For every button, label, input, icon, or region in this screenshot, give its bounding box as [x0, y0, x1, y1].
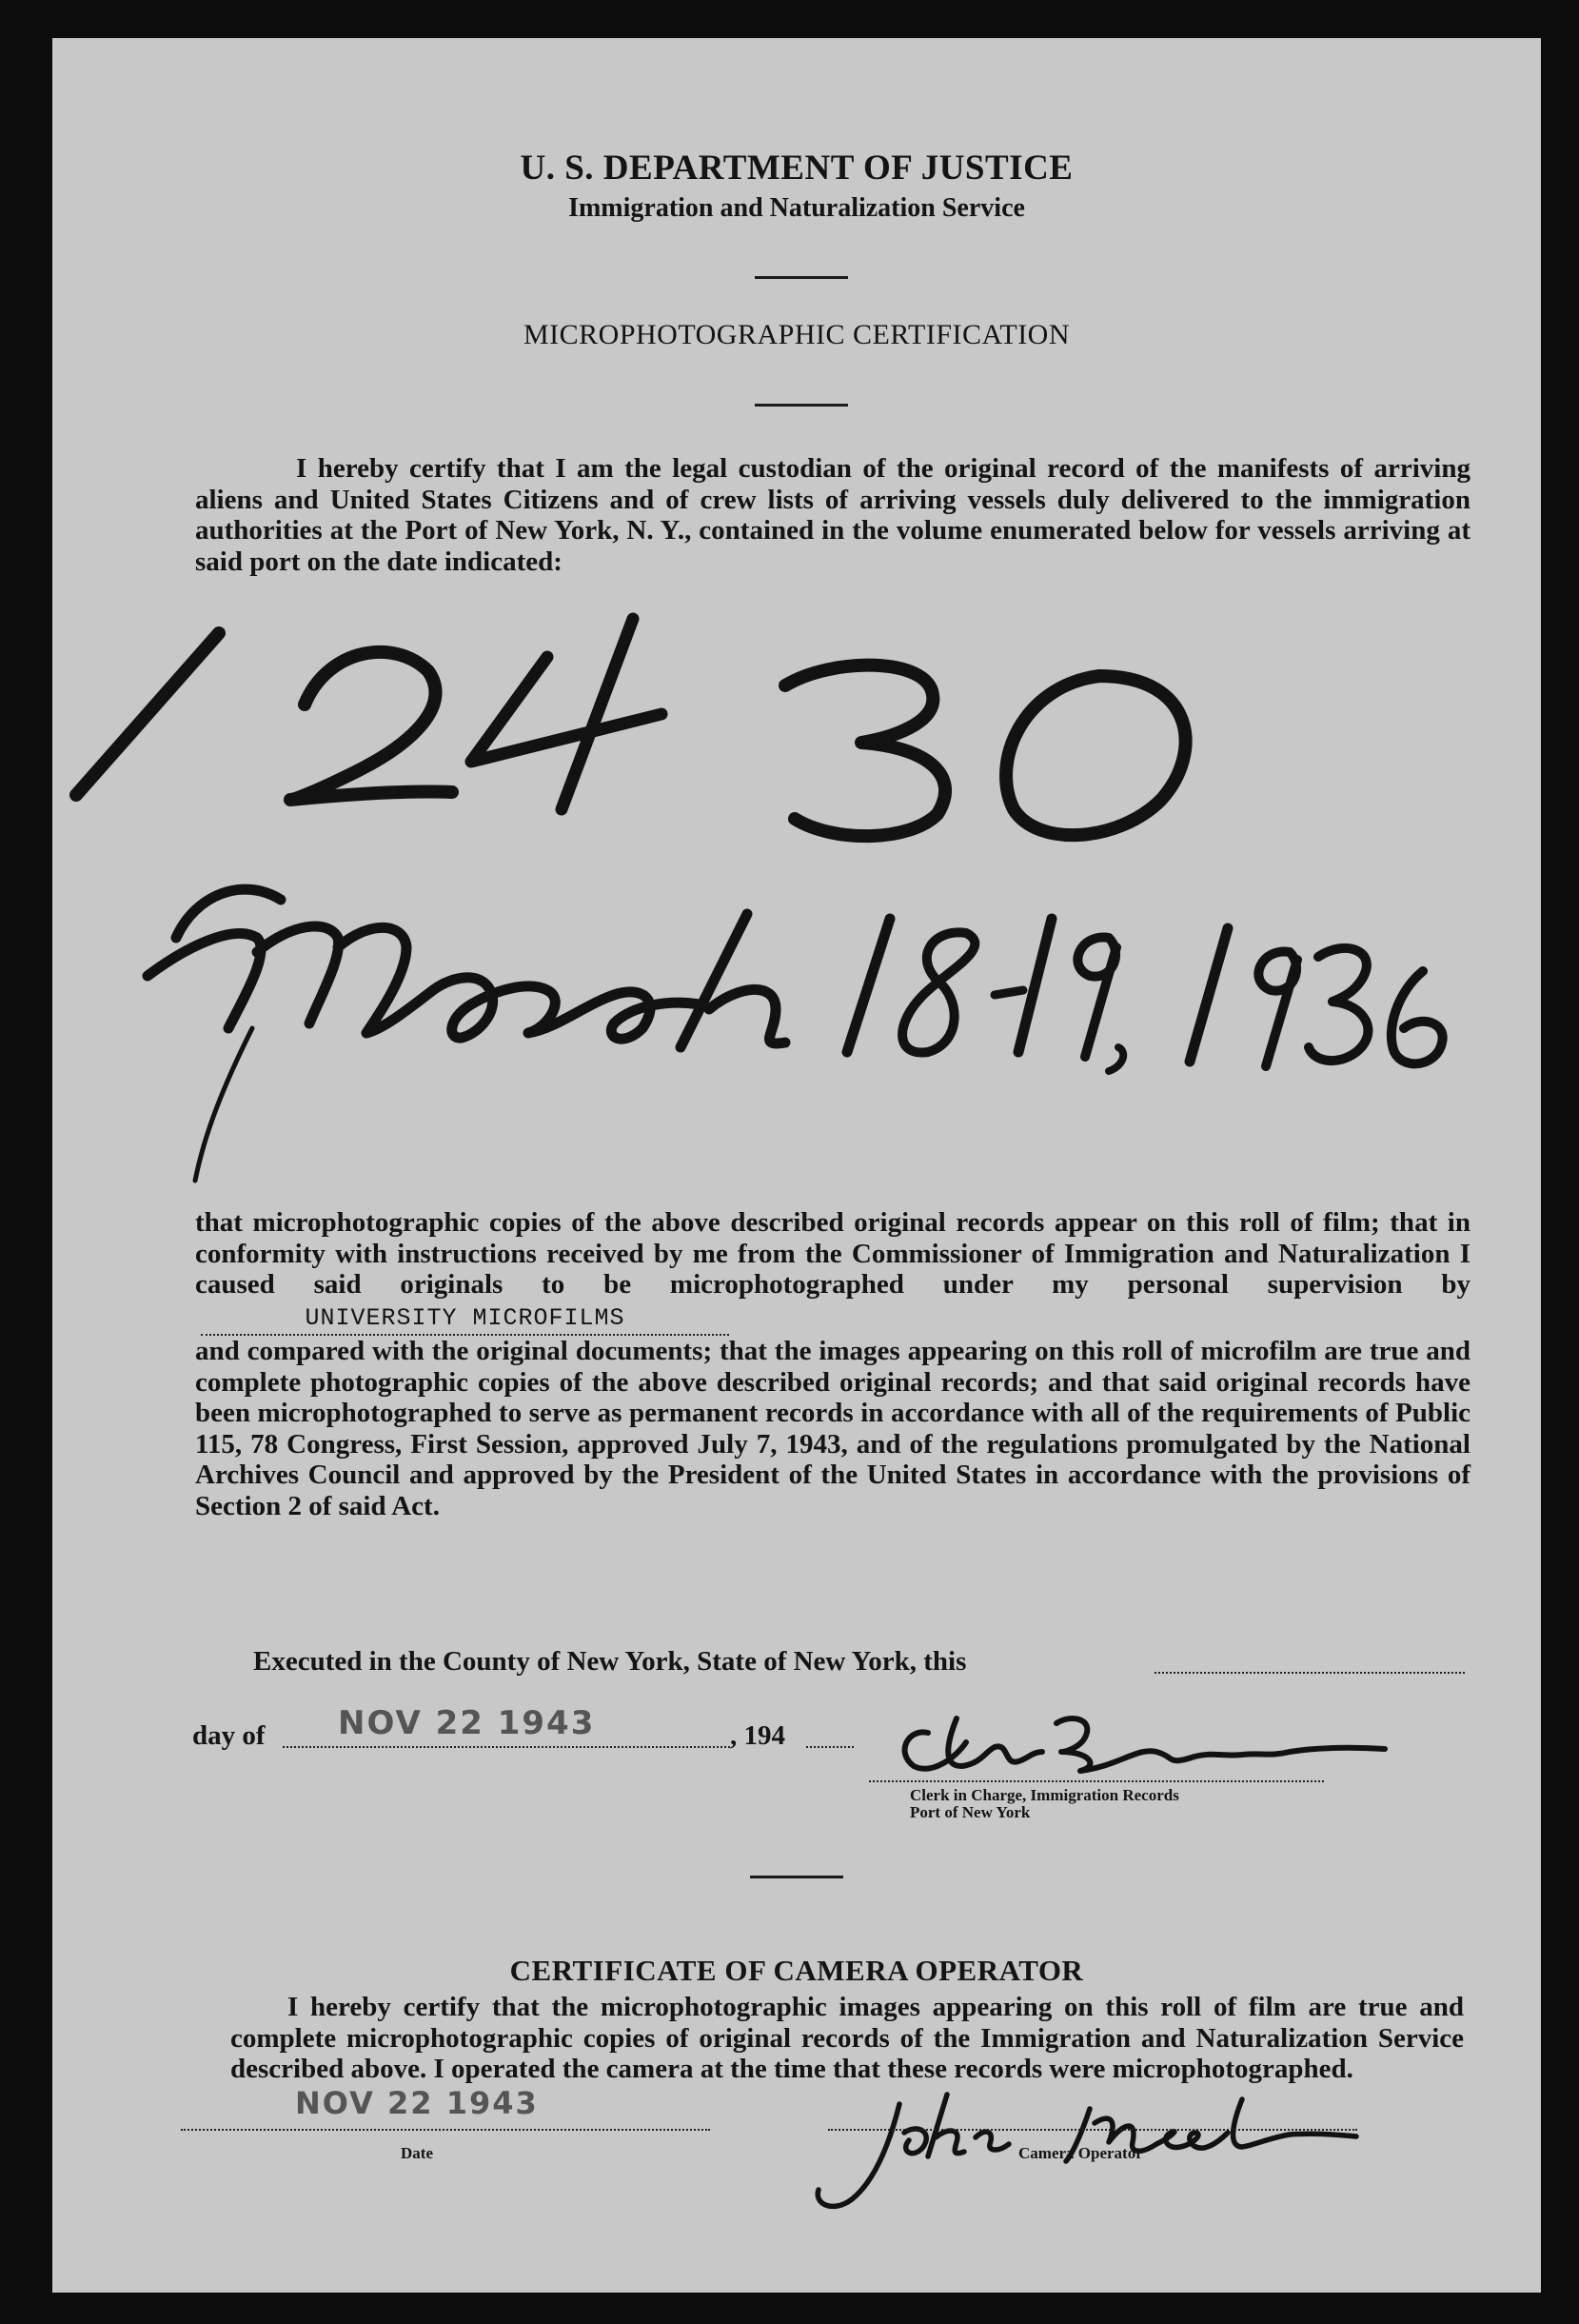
- certification-title: MICROPHOTOGRAPHIC CERTIFICATION: [523, 319, 1071, 350]
- operator-date-stamp: NOV 22 1943: [295, 2085, 539, 2121]
- day-of-dotted-line: [283, 1746, 730, 1748]
- camera-operator-label: Camera Operator: [1018, 2144, 1143, 2162]
- clerk-signature-stroke: [905, 1718, 1385, 1771]
- handwritten-year-3: [1309, 948, 1368, 1061]
- department-heading: U. S. DEPARTMENT OF JUSTICE: [520, 149, 1074, 188]
- handwritten-month: [148, 889, 785, 1047]
- custodian-text: I hereby certify that I am the legal custodian of the original record of the manifests of arriving aliens and United States Citizens and of crew lists of arriving vessels duly delivered to the immigration authorities at the Port of New York, N. Y., contained in the volume enumerated below for vessels arriving at said port on the date indicated:: [195, 453, 1470, 577]
- divider-rule: [750, 1876, 843, 1878]
- date-dotted-line: [181, 2129, 710, 2131]
- camera-operator-paragraph: [230, 1992, 1464, 2085]
- volume-digit-4: [471, 619, 661, 809]
- executed-text: Executed in the County of New York, State of New York, this: [253, 1646, 967, 1677]
- handwritten-year-1: [1190, 928, 1228, 1062]
- day-of-label: day of: [192, 1720, 266, 1751]
- certificate-sheet: [52, 38, 1541, 2293]
- handwritten-date-9: [1077, 938, 1116, 1057]
- year-prefix: , 194: [730, 1720, 785, 1751]
- handwritten-hyphen: [995, 990, 1023, 995]
- service-subheading: Immigration and Naturalization Service: [568, 193, 1025, 223]
- handwritten-date-1: [847, 919, 890, 1052]
- handwritten-year-9: [1258, 952, 1297, 1066]
- date-label: Date: [401, 2144, 433, 2162]
- handwritten-year-6: [1391, 971, 1443, 1063]
- operator-dotted-line: [828, 2129, 1357, 2131]
- copies-paragraph: [195, 1207, 1470, 1521]
- year-dotted-line: [806, 1746, 854, 1748]
- photographed-by-field: [201, 1301, 729, 1337]
- clerk-title-line-1: Clerk in Charge, Immigration Records: [910, 1786, 1179, 1804]
- copies-text-2: and compared with the original documents; that the images appearing on this roll of microfilm are true and complete photographic copies of the above described original records; and that said original records have been microphotographed to serve as permanent records in accordance with all of the requirements of Public 115, 78 Congress, First Session, approved July 7, 1943, and of the regulations promulgated by the National Archives Council and approved by the President of the United States in accordance with the provisions of Section 2 of said Act.: [195, 1336, 1470, 1521]
- volume-digit-3: [785, 665, 945, 837]
- execution-date-stamp: NOV 22 1943: [338, 1704, 596, 1742]
- copies-text-1: [195, 1207, 1470, 1336]
- executed-dotted-line: [1155, 1672, 1465, 1674]
- handwritten-comma: [1109, 1047, 1123, 1071]
- photographed-by-value: UNIVERSITY MICROFILMS: [305, 1303, 625, 1332]
- copies-text-1-content: that microphotographic copies of the above described original records appear on this roll of film; that in conformity with instructions received by me from the Commissioner of Immigration and Naturalization I caused said originals to be microphotographed under my personal supervision by: [195, 1207, 1470, 1300]
- camera-operator-text: I hereby certify that the microphotographic images appearing on this roll of film are true and complete microphotographic copies of original records of the Immigration and Naturalization Service described above. I operated the camera at the time that these records were microphotographed.: [230, 1992, 1464, 2084]
- volume-digit-1: [76, 633, 219, 795]
- volume-digit-2: [290, 652, 452, 800]
- handwritten-flourish: [195, 1028, 252, 1181]
- camera-operator-title: CERTIFICATE OF CAMERA OPERATOR: [509, 1954, 1084, 1987]
- clerk-title-line-2: Port of New York: [910, 1803, 1031, 1821]
- clerk-signature-line: [869, 1780, 1324, 1782]
- handwritten-date-8: [902, 932, 975, 1052]
- handwritten-date-1b: [1018, 919, 1052, 1052]
- volume-digit-0: [1006, 676, 1186, 835]
